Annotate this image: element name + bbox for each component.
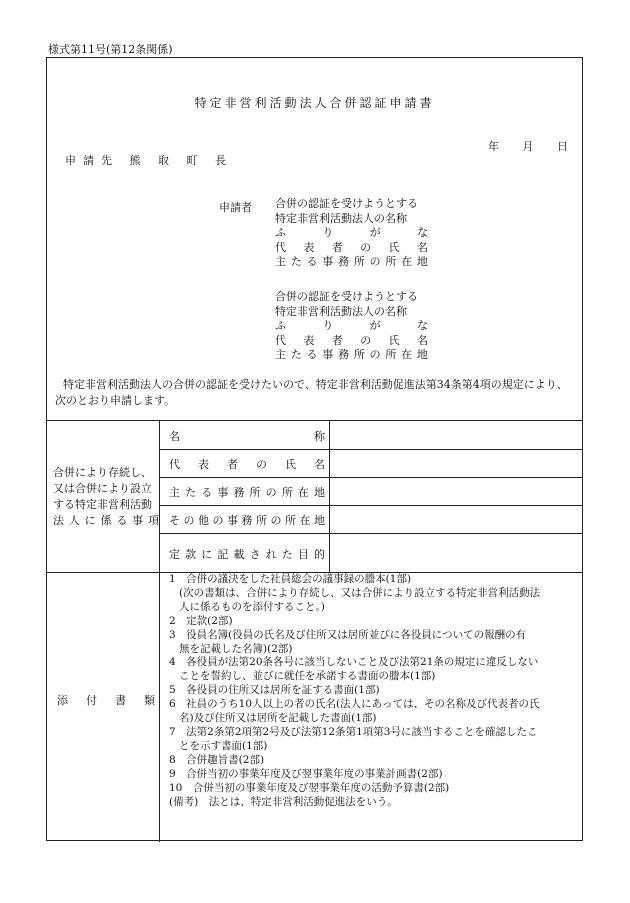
- corp-name-label-line2: 特定非営利活動法人の名称: [275, 211, 407, 225]
- furigana-label: ふ り が な: [275, 319, 428, 332]
- year-label: 年: [488, 140, 499, 153]
- day-label: 日: [557, 140, 568, 153]
- field-label-representative: 代 表 者 の 氏 名: [169, 458, 325, 471]
- list-item: 5 各役員の住所又は居所を証する書面(1部): [169, 684, 380, 697]
- field-label-purpose: 定 款 に 記 載 さ れ た 目 的: [169, 548, 325, 561]
- corporation-section-label: 合併により存続し、 又は合併により設立 する特定非営利活動 法 人 に 係 る 事 項: [53, 466, 159, 527]
- table-top-border: [47, 420, 582, 421]
- field-label-other-office: そ の 他 の 事 務 所 の 所 在 地: [169, 514, 325, 527]
- representative-label: 代 表 者 の 氏 名: [275, 240, 428, 254]
- list-item: 無を記載した名簿)(2部): [179, 642, 293, 655]
- list-item: 4 各役員が法第20条各号に該当しないこと及び法第21条の規定に違反しない: [169, 656, 539, 669]
- list-item: 名)及び住所又は居所を記載した書面(1部): [179, 712, 377, 725]
- list-item: 2 定款(2部): [169, 614, 233, 627]
- field-label-main-office: 主 た る 事 務 所 の 所 在 地: [169, 486, 325, 499]
- main-office-label: 主 た る 事 務 所 の 所 在 地: [275, 348, 428, 361]
- row-divider: [159, 505, 582, 506]
- corp-name-label-line2: 特定非営利活動法人の名称: [275, 304, 407, 318]
- corp-name-label-line1: 合併の認証を受けようとする: [275, 197, 418, 210]
- field-label-name: 名 称: [169, 430, 325, 443]
- row-divider: [159, 477, 582, 478]
- list-item: とを示す書面(1部): [179, 739, 268, 752]
- list-item: 10 合併当初の事業年度及び翌事業年度の活動予算書(2部): [169, 781, 450, 794]
- list-item: 人に係るものを添付すること。): [179, 600, 325, 613]
- form-title: 特定非営利活動法人合併認証申請書: [194, 96, 435, 110]
- list-item: (備考) 法とは、特定非営利活動促進法をいう。: [169, 795, 398, 808]
- row-divider: [159, 533, 582, 534]
- list-item: 8 合併趣旨書(2部): [169, 753, 265, 766]
- application-form: [46, 57, 583, 841]
- applicant-group-1: [275, 197, 428, 270]
- list-item: 3 役員名簿(役員の氏名及び住所又は居所並びに各役員についての報酬の有: [169, 628, 527, 641]
- attachments-label: 添 付 書 類: [57, 694, 155, 707]
- list-item: 6 社員のうち10人以上の者の氏名(法人にあっては、その名称及び代表者の氏: [169, 698, 540, 711]
- column-divider: [159, 420, 160, 842]
- attachments-list: [169, 573, 579, 809]
- furigana-label: ふ り が な: [275, 226, 428, 239]
- applicant-group-2: [275, 290, 428, 363]
- list-item: (次の書類は、合併により存続し、又は合併により設立する特定非営利活動法: [179, 586, 541, 599]
- list-item: ことを誓約し、並びに就任を承諾する書面の謄本(1部): [179, 670, 436, 683]
- representative-label: 代 表 者 の 氏 名: [275, 333, 428, 347]
- main-office-label: 主 た る 事 務 所 の 所 在 地: [275, 255, 428, 268]
- form-number: 様式第11号(第12条関係): [48, 43, 173, 56]
- application-statement: 特定非営利活動法人の合併の認証を受けたいので、特定非営利活動促進法第34条第4項の規定により、次のとおり申請します。: [55, 378, 568, 407]
- list-item: 1 合併の議決をした社員総会の議事録の謄本(1部): [169, 573, 412, 585]
- applicant-label: 申請者: [219, 201, 252, 214]
- corp-name-label-line1: 合併の認証を受けようとする: [275, 290, 418, 303]
- row-divider: [159, 449, 582, 450]
- addressee: 申請先 熊 取 町 長: [65, 154, 233, 167]
- list-item: 7 法第2条第2項第2号及び法第12条第1項第3号に該当することを確認したこ: [169, 725, 538, 738]
- column-divider: [329, 420, 330, 572]
- list-item: 9 合併当初の事業年度及び翌事業年度の事業計画書(2部): [169, 767, 443, 780]
- date-line: [488, 138, 568, 154]
- month-label: 月: [522, 140, 534, 153]
